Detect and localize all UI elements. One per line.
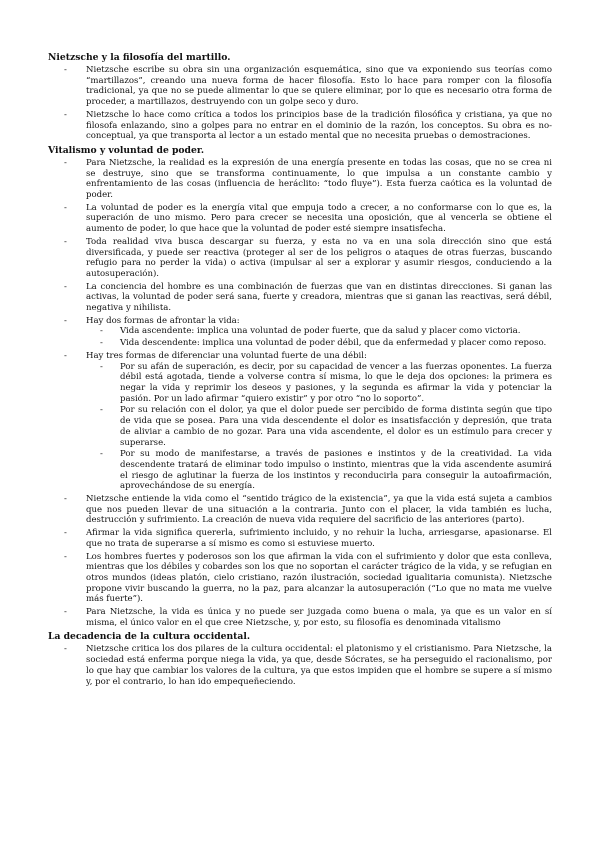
list-item <box>48 110 552 142</box>
list-item-text: Nietzsche entiende la vida como el “sentido trágico de la existencia”, ya que la vida está sujeta a cambios que nos pueden llevar de una situación a la contraria. Junto con el placer, la vida también es lucha, destrucción y sufrimiento. La creación de nueva vida requiere del sacrificio de las anteriores (parto). <box>86 494 552 526</box>
list-item <box>48 494 552 526</box>
list-item <box>48 351 552 492</box>
sub-list-item: - Por su relación con el dolor, ya que el dolor puede ser percibido de forma distinta según que tipo de vida que se posea. Para una vida descendente el dolor es insatisfacción y depresión, que trata de aliviar a cambio de no gozar. Para una vida ascendente, el dolor es un estímulo para crecer y superarse. <box>86 405 552 448</box>
list-item-text: Nietzsche escribe su obra sin una organización esquemática, sino que va exponiendo sus teorías como “martillazos”, creando una nueva forma de hacer filosofía. Esto lo hace para romper con la filosofía tradicional, ya que no se puede alimentar lo que se quiere eliminar, por lo que es necesario otra forma de proceder, a martillazos, destruyendo con un golpe seco y duro. <box>86 65 552 108</box>
list-item-text: Nietzsche critica los dos pilares de la cultura occidental: el platonismo y el cristianismo. Para Nietzsche, la sociedad está enferma porque niega la vida, ya que, desde Sócrates, se ha perseguido el racionalismo, por lo que hay que cambiar los valores de la cultura, ya que estos impiden que el hombre se supere a sí mismo y, por el contrario, lo han ido empequeñeciendo. <box>86 644 552 687</box>
sub-list-item: - Vida descendente: implica una voluntad de poder débil, que da enfermedad y placer como reposo. <box>86 338 552 349</box>
list-item-text: La voluntad de poder es la energía vital que empuja todo a crecer, a no conformarse con lo que es, la superación de uno mismo. Pero para crecer se necesita una oposición, que al vencerla se obtiene el aumento de poder, lo que hace que la voluntad de poder esté siempre insatisfecha. <box>86 202 552 235</box>
list-item-text: La conciencia del hombre es una combinación de fuerzas que van en distintas direcciones. Si ganan las activas, la voluntad de poder será sana, fuerte y creadora, mientras que si ganan las reactivas, será débil, negativa y nihilista. <box>86 281 552 314</box>
list-item <box>48 158 552 201</box>
bullet-list <box>48 158 552 629</box>
section-heading: Nietzsche y la filosofía del martillo. <box>48 52 231 63</box>
list-item <box>48 203 552 235</box>
sub-list <box>86 326 552 348</box>
list-item-text: Toda realidad viva busca descargar su fuerza, y esta no va en una sola dirección sino que está diversificada, y puede ser reactiva (proteger al ser de los peligros o ataques de otras fuerzas, buscando refugio para no perder la vida) o activa (impulsar al ser a explorar y asumir riesgos, conduciendo a la autosuperación). <box>86 236 552 279</box>
list-item-text: Nietzsche lo hace como crítica a todos los principios base de la tradición filosófica y cristiana, ya que no filosofa enlazando, sino a golpes para no entrar en el dominio de la razón, los conceptos. Su obra es no-conceptual, ya que transporta al lector a un estado mental que no necesita pruebas o demostraciones. <box>86 109 552 142</box>
sub-list-item: - Por su afán de superación, es decir, por su capacidad de vencer a las fuerzas oponentes. La fuerza débil está agotada, tiende a volverse contra sí misma, lo que le deja dos opciones: la primera es negar la vida y reprimir los deseos y pasiones, y la segunda es afirmar la vida y potenciar la pasión. Por un lado afirmar “quiero existir” y por otro “no lo soporto”. <box>86 362 552 405</box>
list-item <box>48 282 552 314</box>
list-item <box>48 237 552 280</box>
list-item-text: Para Nietzsche, la vida es única y no puede ser juzgada como buena o mala, ya que es un valor en sí misma, el único valor en el que cree Nietzsche, y, por esto, su filosofía es denominada vitalismo <box>86 607 552 628</box>
section-heading: La decadencia de la cultura occidental. <box>48 631 251 643</box>
list-item-text: Hay tres formas de diferenciar una voluntad fuerte de una débil: <box>86 350 367 361</box>
section-heading: Vitalismo y voluntad de poder. <box>48 144 205 156</box>
list-item-text: Hay dos formas de afrontar la vida: <box>86 315 240 326</box>
list-item-text: Para Nietzsche, la realidad es la expresión de una energía presente en todas las cosas, que no se crea ni se destruye, sino que se transforma continuamente, lo que impulsa a un constante cambio y enfrentamiento de las cosas (influencia de heráclito: “todo fluye”). Esta fuerza caótica es la voluntad de poder. <box>86 157 552 201</box>
list-item <box>48 607 552 628</box>
sub-list <box>86 362 552 492</box>
bullet-list <box>48 65 552 142</box>
list-item-text: Afirmar la vida significa quererla, sufrimiento incluido, y no rehuir la lucha, arriesgarse, apasionarse. El que no trata de superarse a sí mismo es como si estuviese muerto. <box>86 528 552 549</box>
list-item-text: Los hombres fuertes y poderosos son los que afirman la vida con el sufrimiento y dolor que esta conlleva, mientras que los débiles y cobardes son los que no soportan el carácter trágico de la vida, y se refugian en otros mundos (ideas platón, cielo cristiano, razón ilustración, sociedad igualitaria comunista). Nietzsche propone vivir buscando la guerra, no la paz, para alcanzar la autosuperación (“Lo que no mata me vuelve más fuerte”). <box>86 551 552 605</box>
list-item <box>48 552 552 606</box>
sub-list-item: - Vida ascendente: implica una voluntad de poder fuerte, que da salud y placer como victoria. <box>86 326 552 337</box>
bullet-list <box>48 644 552 687</box>
list-item <box>48 65 552 108</box>
list-item <box>48 528 552 549</box>
sub-list-item: - Por su modo de manifestarse, a través de pasiones e instintos y de la creatividad. La vida descendente tratará de eliminar todo impulso o instinto, mientras que la vida ascendente asumirá el riesgo de aglutinar la fuerza de los instintos y reconducirla para conseguir la autoafirmación, aprovechándose de su energía. <box>86 449 552 492</box>
list-item <box>48 644 552 687</box>
list-item <box>48 316 552 349</box>
